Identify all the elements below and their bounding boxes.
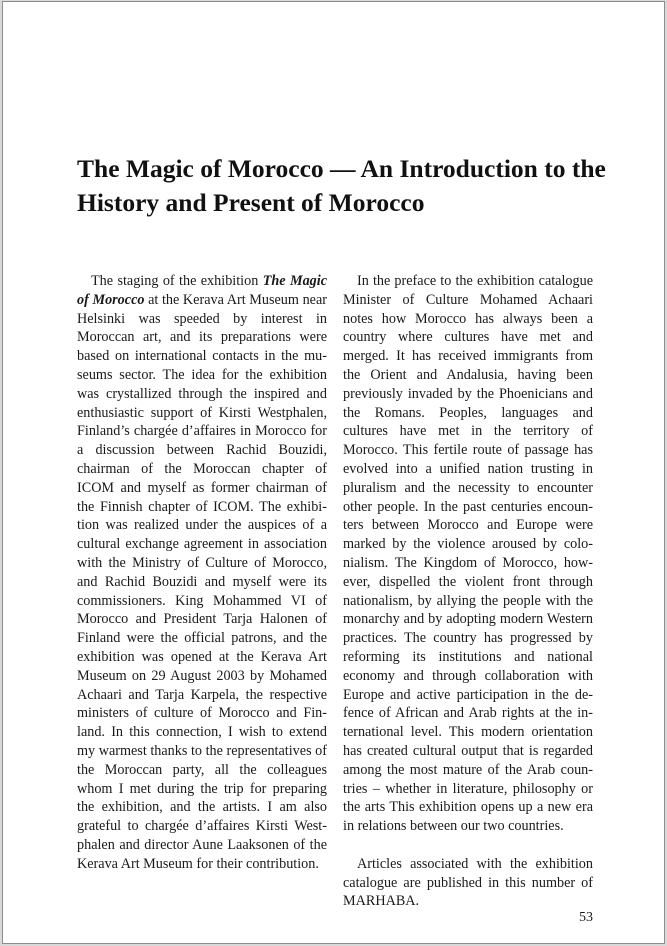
left-paragraph-intro: The staging of the exhibition [91, 273, 263, 289]
right-paragraph-preface: In the preface to the exhibition catalogue Minister of Culture Mohamed Achaari notes how Morocco has always been a country where cultures have met and merged. It has received immigrants from the Orient and Andalusia, having been previously invaded by the Phoenicians and the Romans. Peoples, languages and cultures have met in the territory of Morocco. This fertile route of passage has evolved into a unified nation trusting in pluralism and the necessity to encounter other people. In the past centuries encounters between Morocco and Europe were marked by the violence aroused by colonialism. The Kingdom of Morocco, however, dispelled the violent front through nationalism, by allying the people with the monarchy and by adopting modern Western practices. The country has progressed by reforming its institutions and national economy and through collaboration with Europe and active participation in the defence of African and Arab rights at the international level. This modern orientation has created cultural output that is regarded among the most mature of the Arab countries – whether in literature, philosophy or the arts This exhibition opens up a new era in relations between our two countries. [343, 273, 593, 835]
left-column [77, 272, 327, 874]
page-number: 53 [579, 910, 593, 925]
left-paragraph [77, 272, 327, 874]
document-page [2, 1, 665, 944]
left-paragraph-body: at the Kerava Art Museum near Helsinki was speeded by interest in Moroccan art, and its preparations were based on international contacts in the museums sector. The idea for the exhibition was crystallized through the inspired and enthusiastic support of Kirsti Westphalen, Finland’s chargée d’affaires in Morocco for a discussion between Rachid Bouzidi, chairman of the Moroccan chapter of ICOM and myself as former chairman of the Finnish chapter of ICOM. The exhibition was realized under the auspices of a cultural exchange agreement in association with the Ministry of Culture of Morocco, and Rachid Bouzidi and myself were its commissioners. King Mohammed VI of Morocco and President Tarja Halonen of Finland were the official patrons, and the exhibition was opened at the Kerava Art Museum on 29 August 2003 by Mohamed Achaari and Tarja Karpela, the respective ministers of culture of Morocco and Finland. In this connection, I wish to extend my warmest thanks to the representatives of the Moroccan party, all the colleagues whom I met during the trip for preparing the exhibition, and the artists. I am also grateful to chargée d’affaires Kirsti Westphalen and director Aune Laaksonen of the Kerava Art Museum for their contribution. [77, 291, 327, 872]
right-paragraph-articles: Articles associated with the exhibition catalogue are published in this number of MARHABA. [343, 855, 593, 910]
right-column [343, 272, 593, 911]
article-title: The Magic of Morocco — An Introduction to the History and Present of Morocco [77, 154, 606, 217]
exhibition-title: The Magic of Morocco [77, 273, 327, 308]
